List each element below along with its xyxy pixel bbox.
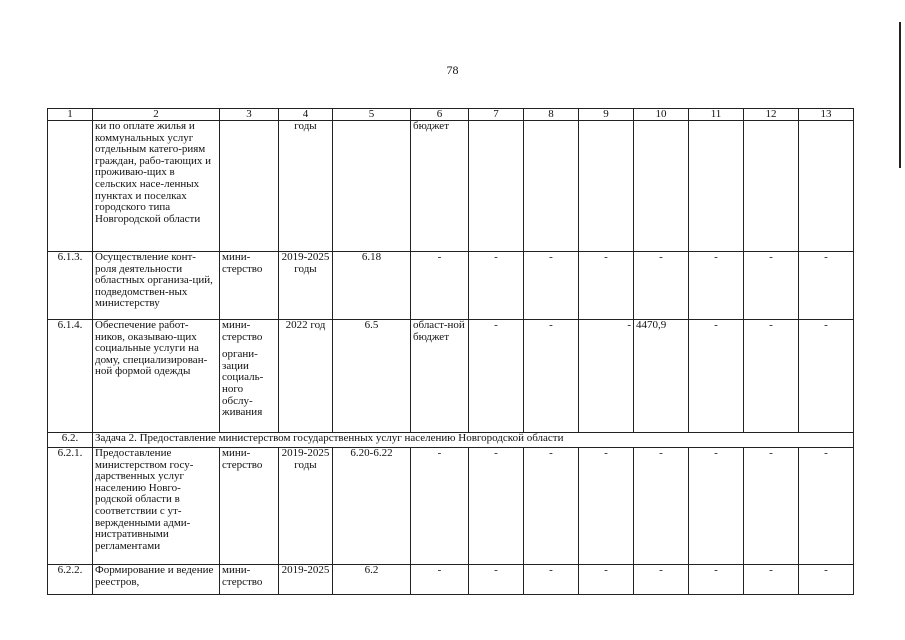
row-value: - [634,565,689,595]
table-row [48,565,854,595]
row-description: Осуществление конт-роля деятельности областных организа-ций, подведомствен-ных министерству [93,252,220,320]
row-value: - [524,448,579,565]
table-row [48,320,854,433]
col-4-header: 4 [279,109,333,121]
task-title: Задача 2. Предоставление министерством государственных услуг населению Новгородской области [93,433,854,448]
col-12-header: 12 [744,109,799,121]
row-value: - [579,448,634,565]
row-source: - [411,565,469,595]
row-target [333,121,411,252]
col-2-header: 2 [93,109,220,121]
row-value: - [469,320,524,433]
table-row [48,448,854,565]
task-row [48,433,854,448]
col-6-header: 6 [411,109,469,121]
row-value: - [469,252,524,320]
row-description: ки по оплате жилья и коммунальных услуг отдельным катего-риям граждан, рабо-тающих и проживаю-щих в сельских насе-ленных пунктах и поселках городского типа Новгородской области [93,121,220,252]
row-value: - [579,565,634,595]
row-value: - [744,320,799,433]
row-description: Предоставление министерством госу-дарственных услуг населению Новго-родской области в соответствии с ут-вержденными адми-нистративными регламентами [93,448,220,565]
row-value: - [634,448,689,565]
table-row [48,121,854,252]
row-value: - [689,448,744,565]
row-source: - [411,448,469,565]
row-target: 6.5 [333,320,411,433]
row-value: - [579,320,634,433]
row-value: - [799,448,854,565]
row-value: - [689,320,744,433]
executor-organizations: органи-зации социаль-ного обслу-живания [222,348,264,419]
column-number-row [48,109,854,121]
col-8-header: 8 [524,109,579,121]
col-10-header: 10 [634,109,689,121]
row-target: 6.20-6.22 [333,448,411,565]
row-period: 2019-2025 годы [279,448,333,565]
page-number: 78 [446,63,459,77]
col-11-header: 11 [689,109,744,121]
row-description: Обеспечение работ-ников, оказываю-щих социальные услуги на дому, специализирован-ной формой одежды [93,320,220,433]
row-number: 6.1.3. [48,252,93,320]
row-target: 6.18 [333,252,411,320]
row-value: - [524,252,579,320]
row-description: Формирование и ведение реестров, [93,565,220,595]
row-executor: мини-стерство [220,448,279,565]
row-number: 6.1.4. [48,320,93,433]
row-value: - [799,320,854,433]
row-value: - [634,252,689,320]
col-3-header: 3 [220,109,279,121]
margin-rule [899,22,901,168]
row-period: 2019-2025 годы [279,252,333,320]
row-executor [220,121,279,252]
row-target: 6.2 [333,565,411,595]
row-value: - [689,565,744,595]
row-source: бюджет [411,121,469,252]
executor-ministry: мини-стерство [222,319,263,343]
col-1-header: 1 [48,109,93,121]
task-number: 6.2. [48,433,93,448]
row-value: - [579,252,634,320]
row-value: - [744,565,799,595]
row-period: годы [279,121,333,252]
row-amount: 4470,9 [634,320,689,433]
row-value: - [524,320,579,433]
row-number: 6.2.2. [48,565,93,595]
row-executor [220,320,279,433]
plan-table [47,108,854,595]
row-value: - [689,252,744,320]
row-period: 2022 год [279,320,333,433]
row-value: - [469,565,524,595]
row-executor: мини-стерство [220,565,279,595]
row-period: 2019-2025 [279,565,333,595]
row-value: - [799,252,854,320]
row-number [48,121,93,252]
row-value: - [469,448,524,565]
row-executor: мини-стерство [220,252,279,320]
col-7-header: 7 [469,109,524,121]
col-13-header: 13 [799,109,854,121]
row-source: - [411,252,469,320]
table-row [48,252,854,320]
row-value: - [524,565,579,595]
col-9-header: 9 [579,109,634,121]
row-source: област-ной бюджет [411,320,469,433]
row-number: 6.2.1. [48,448,93,565]
row-value: - [799,565,854,595]
row-value: - [744,252,799,320]
col-5-header: 5 [333,109,411,121]
row-value: - [744,448,799,565]
